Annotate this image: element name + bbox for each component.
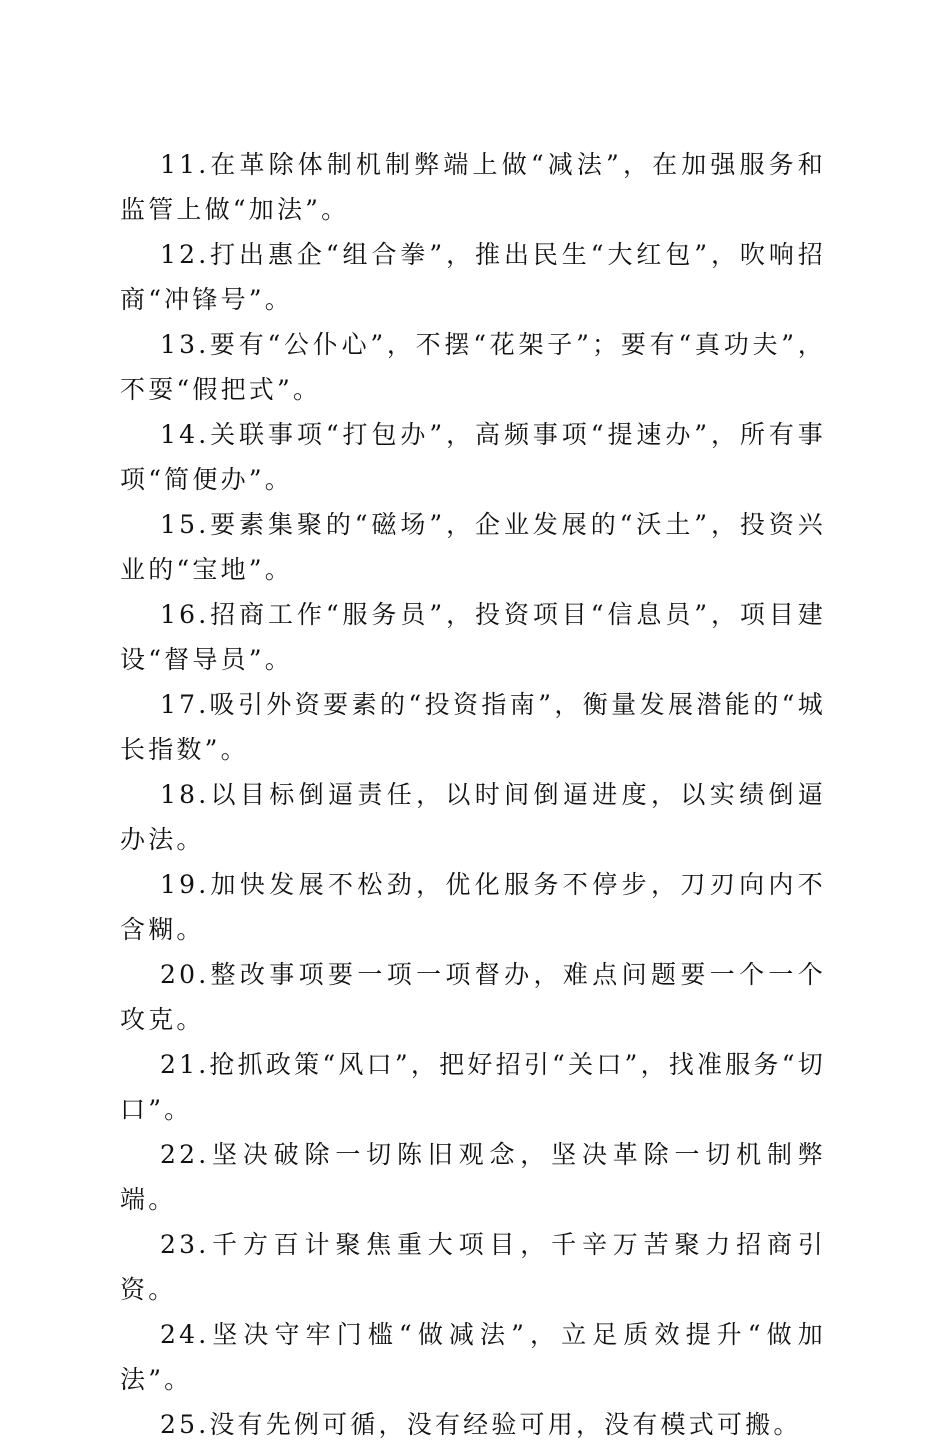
- list-item: 18.以目标倒逼责任，以时间倒逼进度，以实绩倒逼办法。: [120, 780, 826, 854]
- list-item: 23.千方百计聚焦重大项目，千辛万苦聚力招商引资。: [120, 1230, 826, 1304]
- list-item: 19.加快发展不松劲，优化服务不停步，刀刃向内不含糊。: [120, 870, 826, 944]
- list-item: 17.吸引外资要素的“投资指南”，衡量发展潜能的“城长指数”。: [120, 690, 826, 764]
- list-item: 16.招商工作“服务员”，投资项目“信息员”，项目建设“督导员”。: [120, 600, 826, 674]
- document-body: [120, 142, 826, 1447]
- list-item: 20.整改事项要一项一项督办，难点问题要一个一个攻克。: [120, 960, 826, 1034]
- list-item: 15.要素集聚的“磁场”，企业发展的“沃土”，投资兴业的“宝地”。: [120, 510, 826, 584]
- list-item: 14.关联事项“打包办”，高频事项“提速办”，所有事项“简便办”。: [120, 420, 826, 494]
- list-item: 12.打出惠企“组合拳”，推出民生“大红包”，吹响招商“冲锋号”。: [120, 240, 826, 314]
- list-item: 11.在革除体制机制弊端上做“减法”，在加强服务和监管上做“加法”。: [120, 150, 826, 224]
- list-item: 21.抢抓政策“风口”，把好招引“关口”，找准服务“切口”。: [120, 1050, 826, 1124]
- list-item: 24.坚决守牢门槛“做减法”，立足质效提升“做加法”。: [120, 1320, 826, 1394]
- list-item: 25.没有先例可循，没有经验可用，没有模式可搬。: [160, 1410, 802, 1439]
- list-item: 22.坚决破除一切陈旧观念，坚决革除一切机制弊端。: [120, 1140, 826, 1214]
- list-item: 13.要有“公仆心”，不摆“花架子”；要有“真功夫”，不耍“假把式”。: [120, 330, 826, 404]
